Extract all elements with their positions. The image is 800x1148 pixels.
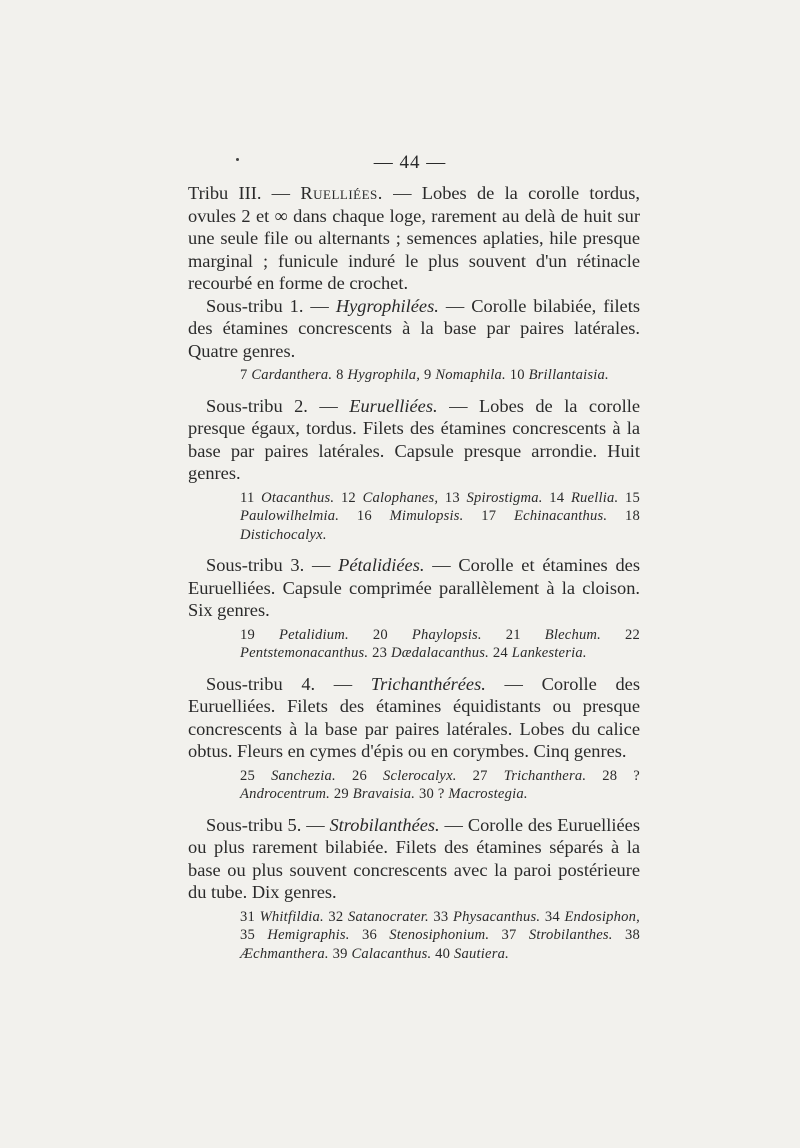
genus-number: 15	[625, 489, 641, 506]
genus-name: Petalidium.	[278, 626, 349, 643]
genus-number: 20	[372, 626, 388, 643]
genus-name: Trichanthera.	[503, 767, 587, 784]
genus-number: 34	[544, 908, 560, 925]
genus-name: Dædalacanthus.	[390, 645, 490, 661]
genus-name: Bravaisia.	[352, 786, 416, 802]
genus-number: 11	[240, 489, 255, 506]
subtribe-name: Pétalidiées.	[338, 555, 425, 575]
genera-list	[188, 767, 640, 804]
genus-number: 35	[240, 927, 255, 943]
subtribe-paragraph	[188, 295, 640, 363]
genus-name: Blechum.	[544, 626, 602, 643]
genus-number: 25	[240, 767, 255, 784]
genus-name: Lankesteria.	[511, 645, 587, 661]
genus-number: 13	[444, 489, 460, 506]
subtribe-label: Sous-tribu 5. —	[206, 814, 325, 835]
subtribe-name: Trichanthérées.	[370, 673, 486, 694]
genus-number: 21	[505, 626, 521, 643]
tribe-label: Tribu III. —	[188, 183, 291, 203]
genus-name: Calacanthus.	[351, 945, 432, 962]
subtribe-label: Sous-tribu 1. —	[206, 295, 329, 316]
genus-name: Sanchezia.	[271, 767, 336, 784]
genera-list	[188, 366, 640, 385]
subtribe-paragraph	[188, 554, 640, 622]
genus-name: Nomaphila.	[435, 367, 506, 383]
subtribe-label: Sous-tribu 2. —	[206, 395, 338, 416]
genus-number: 7	[240, 367, 248, 383]
genus-number: 8	[336, 367, 344, 383]
genus-number: 38	[624, 927, 640, 943]
genera-list	[188, 626, 640, 663]
genus-number: 36	[361, 927, 377, 943]
tribe-paragraph	[188, 182, 640, 295]
genus-name: Æchmanthera.	[240, 945, 329, 962]
genus-number: 19	[240, 626, 255, 643]
genus-name: Pentstemonacanthus.	[240, 645, 369, 661]
subtribe-name: Strobilanthées.	[329, 814, 440, 835]
genus-number: 27	[472, 767, 488, 784]
genus-name: Echinacanthus.	[514, 508, 608, 524]
genus-name: Hygrophila,	[347, 367, 421, 383]
genus-number: 28 ?	[602, 767, 640, 784]
genus-name: Cardanthera.	[251, 367, 333, 383]
genus-number: 37	[501, 927, 517, 943]
genus-number: 33	[433, 908, 449, 925]
genus-number: 23	[372, 645, 388, 661]
genus-number: 17	[481, 508, 497, 524]
genus-name: Macrostegia.	[448, 786, 528, 802]
genus-name: Otacanthus.	[261, 489, 335, 506]
genus-number: 9	[423, 367, 432, 383]
genus-number: 40	[435, 945, 451, 962]
genus-number: 22	[625, 626, 641, 643]
genus-name: Endosiphon,	[564, 908, 641, 925]
genus-number: 32	[328, 908, 344, 925]
subtribe-description: — Corolle bilabiée, filets des étamines concrescents à la base par paires latérales. Quatre genres.	[188, 295, 640, 361]
genus-number: 26	[351, 767, 367, 784]
genus-name: Sclerocalyx.	[383, 767, 457, 784]
subtribe-description: — Lobes de la corolle presque égaux, tordus. Filets des étamines concrescents à la base par paires latérales. Capsule presque arrondie. Huit genres.	[188, 395, 640, 483]
subtribe-label: Sous-tribu 3. —	[206, 555, 331, 575]
subtribe-list	[188, 295, 640, 964]
genus-number: 29	[333, 786, 349, 802]
genus-name: Whitfildia.	[259, 908, 324, 925]
genus-number: 31	[240, 908, 255, 925]
genus-name: Distichocalyx.	[240, 526, 327, 543]
genus-name: Brillantaisia.	[528, 367, 609, 383]
genus-name: Calophanes,	[362, 489, 439, 506]
subtribe-paragraph	[188, 673, 640, 763]
subtribe-name: Hygrophilées.	[335, 295, 439, 316]
genus-number: 18	[624, 508, 640, 524]
genus-name: Satanocrater.	[347, 908, 429, 925]
subtribe-label: Sous-tribu 4. —	[206, 673, 353, 694]
genus-name: Strobilanthes.	[528, 927, 613, 943]
tribe-name: Ruelliées.	[300, 183, 383, 203]
genera-list	[188, 489, 640, 545]
genus-name: Stenosiphonium.	[389, 927, 490, 943]
genus-name: Spirostigma.	[466, 489, 543, 506]
genus-name: Ruellia.	[570, 489, 619, 506]
genus-number: 12	[340, 489, 356, 506]
subtribe-description: — Corolle et étamines des Euruelliées. Capsule comprimée parallèlement à la cloison. Six genres.	[188, 555, 640, 620]
genus-name: Androcentrum.	[240, 786, 331, 802]
subtribe-paragraph	[188, 395, 640, 485]
genus-name: Paulowilhelmia.	[240, 508, 340, 524]
genus-name: Sautiera.	[454, 945, 509, 962]
genera-list	[188, 908, 640, 964]
genus-name: Phaylopsis.	[411, 626, 482, 643]
tribe-description: — Lobes de la corolle tordus, ovules 2 et ∞ dans chaque loge, rarement au delà de huit sur une seule file ou alternants ; semences aplaties, hile presque marginal ; funicule induré le plus souvent d'un rétinacle recourbé en forme de crochet.	[188, 183, 640, 293]
genus-name: Hemigraphis.	[267, 927, 350, 943]
subtribe-name: Euruelliées.	[349, 395, 438, 416]
genus-number: 10	[509, 367, 525, 383]
genus-number: 39	[332, 945, 348, 962]
genus-name: Physacanthus.	[452, 908, 541, 925]
genus-number: 16	[356, 508, 372, 524]
page-number: — 44 —	[373, 152, 447, 173]
genus-name: Mimulopsis.	[389, 508, 464, 524]
genus-number: 14	[549, 489, 565, 506]
subtribe-description: — Corolle des Euruelliées. Filets des étamines équidistants ou presque concrescents à la base par paires latérales. Lobes du calice obtus. Fleurs en cymes d'épis ou en corymbes. Cinq genres.	[188, 673, 640, 761]
text-column	[188, 182, 640, 963]
genus-number: 24	[492, 645, 508, 661]
subtribe-description: — Corolle des Euruelliées ou plus rarement bilabiée. Filets des étamines séparés à la base ou plus souvent concrescents avec la paroi postérieure du tube. Dix genres.	[188, 814, 640, 902]
subtribe-paragraph	[188, 814, 640, 904]
genus-number: 30 ?	[419, 786, 445, 802]
